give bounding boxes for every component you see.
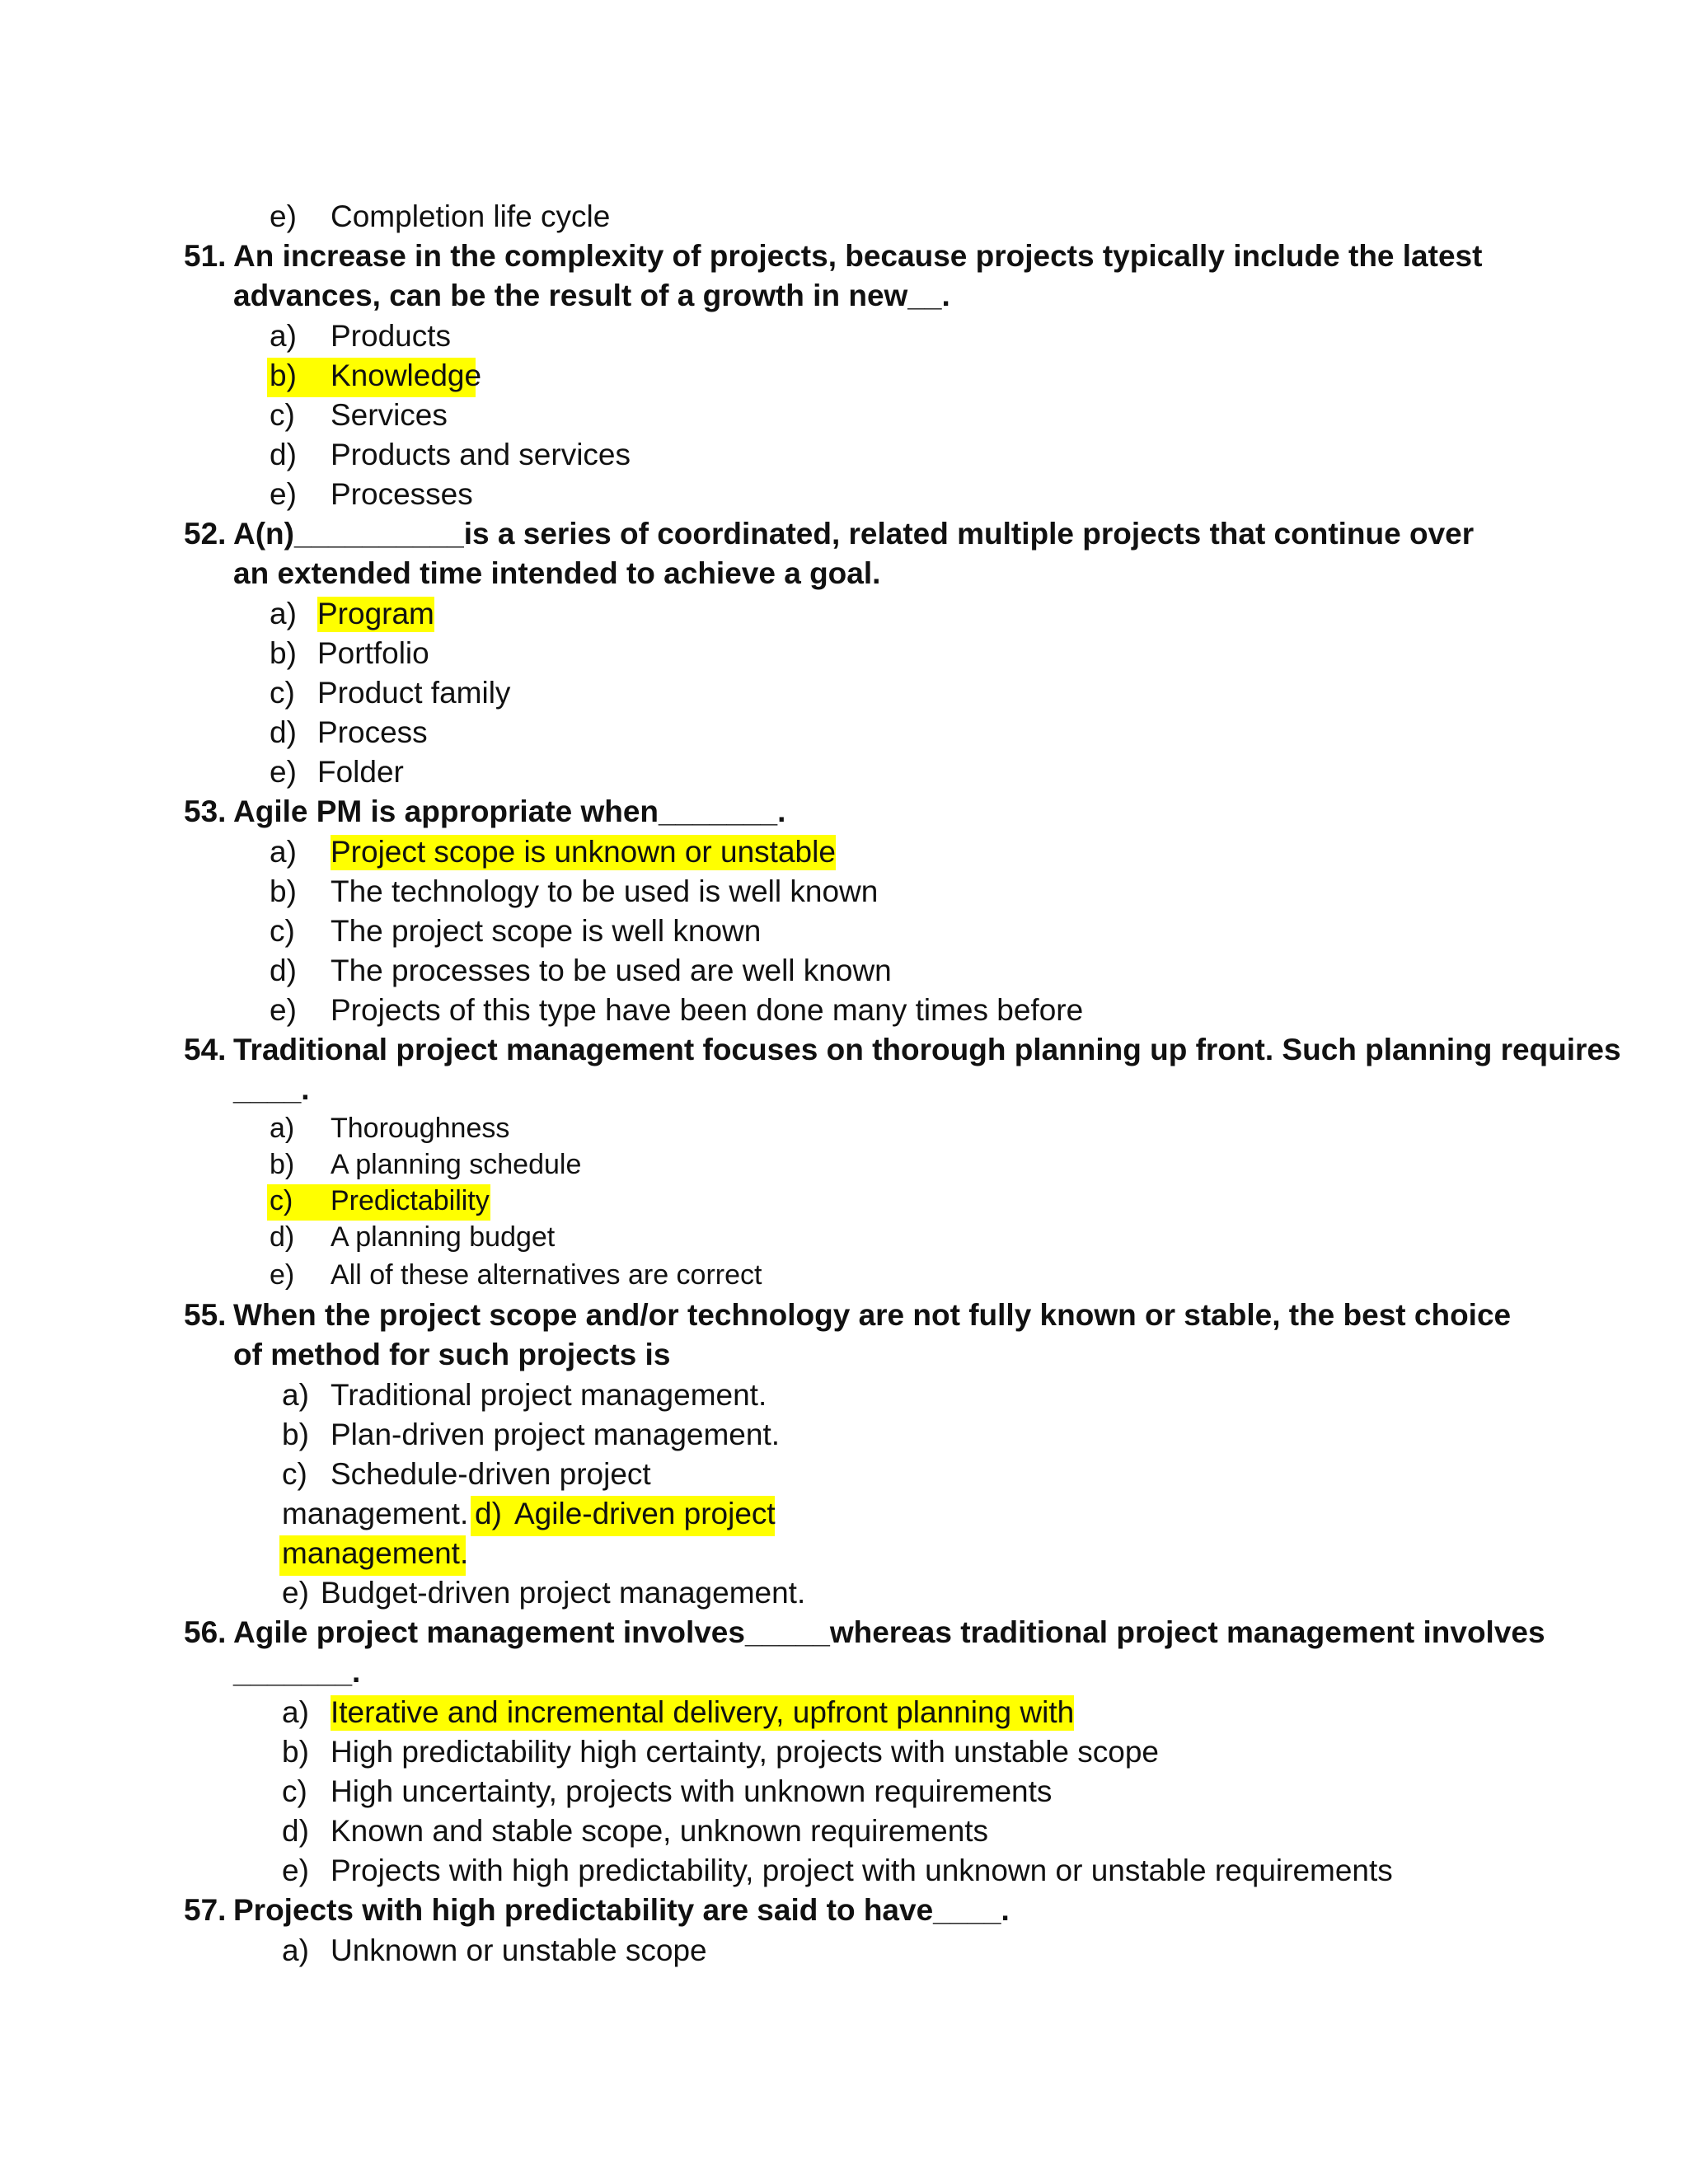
option-text: The processes to be used are well known	[331, 954, 892, 987]
option-text: Completion life cycle	[331, 199, 611, 233]
option-letter: a)	[270, 835, 297, 869]
question-text: advances, can be the result of a growth in new__.	[233, 279, 950, 312]
option-letter: d)	[282, 1814, 309, 1848]
question-text: A(n)__________is a series of coordinated, related multiple projects that continue over	[233, 517, 1475, 551]
option-text: A planning budget	[331, 1221, 556, 1253]
option-letter: a)	[282, 1695, 309, 1729]
option-letter: d)	[270, 954, 297, 987]
question-text: An increase in the complexity of projects, because projects typically include the latest	[233, 239, 1483, 273]
question-text: ____.	[233, 1072, 310, 1106]
option-text: Services	[331, 398, 448, 432]
question-number: 54.	[184, 1033, 227, 1066]
option-text: Agile-driven project	[514, 1497, 776, 1530]
option-letter: a)	[270, 597, 297, 630]
option-letter: d)	[270, 1221, 295, 1253]
option-text: Traditional project management.	[331, 1378, 767, 1412]
option-letter: a)	[270, 319, 297, 353]
question-text: Traditional project management focuses on thorough planning up front. Such planning requires	[233, 1033, 1621, 1066]
question-number: 52.	[184, 517, 227, 551]
option-text: Predictability	[331, 1185, 490, 1216]
option-letter: c)	[282, 1457, 307, 1491]
option-letter: e)	[270, 755, 297, 789]
option-letter: e)	[270, 199, 297, 233]
option-text: Budget-driven project management.	[321, 1576, 806, 1610]
option-text: Thoroughness	[331, 1113, 510, 1144]
option-letter: a)	[282, 1378, 309, 1412]
option-text: Project scope is unknown or unstable	[331, 835, 836, 869]
question-number: 55.	[184, 1298, 227, 1332]
option-text: Knowledge	[331, 359, 482, 392]
option-letter: b)	[282, 1735, 309, 1769]
question-number: 57.	[184, 1893, 227, 1927]
option-text: Products	[331, 319, 452, 353]
question-text: an extended time intended to achieve a goal.	[233, 556, 881, 590]
option-text: Schedule-driven project	[331, 1457, 651, 1491]
option-letter: b)	[270, 874, 297, 908]
option-letter: b)	[270, 359, 297, 392]
option-text: Product family	[317, 676, 511, 710]
option-text: management.	[282, 1536, 469, 1570]
question-text: When the project scope and/or technology are not fully known or stable, the best choice	[233, 1298, 1512, 1332]
option-text: Products and services	[331, 438, 631, 471]
option-text: Portfolio	[317, 636, 429, 670]
option-text: management.	[282, 1497, 469, 1530]
option-letter: e)	[270, 1259, 295, 1291]
option-letter: d)	[270, 715, 297, 749]
option-letter: d)	[475, 1497, 502, 1530]
option-letter: c)	[270, 914, 295, 948]
option-text: All of these alternatives are correct	[331, 1259, 762, 1291]
option-text: High uncertainty, projects with unknown requirements	[331, 1774, 1053, 1808]
option-letter: e)	[270, 993, 297, 1027]
option-text: Projects of this type have been done many times before	[331, 993, 1084, 1027]
option-letter: c)	[270, 1185, 293, 1216]
option-text: Plan-driven project management.	[331, 1418, 781, 1451]
option-text: High predictability high certainty, projects with unstable scope	[331, 1735, 1159, 1769]
option-letter: c)	[270, 398, 295, 432]
option-text: The technology to be used is well known	[331, 874, 879, 908]
option-letter: c)	[282, 1774, 307, 1808]
question-number: 56.	[184, 1615, 227, 1649]
option-text: Folder	[317, 755, 404, 789]
option-text: Projects with high predictability, project with unknown or unstable requirements	[331, 1854, 1393, 1887]
option-letter: d)	[270, 438, 297, 471]
option-text: Known and stable scope, unknown requirements	[331, 1814, 989, 1848]
option-letter: a)	[270, 1113, 295, 1144]
option-letter: e)	[270, 477, 297, 511]
question-text: _______.	[233, 1655, 361, 1689]
question-number: 51.	[184, 239, 227, 273]
option-letter: c)	[270, 676, 295, 710]
option-text: Process	[317, 715, 428, 749]
option-letter: b)	[270, 1149, 295, 1180]
option-text: Processes	[331, 477, 473, 511]
question-text: Projects with high predictability are said to have____.	[233, 1893, 1010, 1927]
option-text: Iterative and incremental delivery, upfront planning with	[331, 1695, 1075, 1729]
option-letter: b)	[282, 1418, 309, 1451]
option-text: A planning schedule	[331, 1149, 582, 1180]
option-text: The project scope is well known	[331, 914, 762, 948]
option-text: Program	[317, 597, 434, 630]
question-text: Agile PM is appropriate when_______.	[233, 794, 786, 828]
option-text: Unknown or unstable scope	[331, 1933, 707, 1967]
option-letter: b)	[270, 636, 297, 670]
question-text: of method for such projects is	[233, 1338, 671, 1371]
question-text: Agile project management involves_____whereas traditional project management involves	[233, 1615, 1545, 1649]
question-number: 53.	[184, 794, 227, 828]
option-letter: e)	[282, 1576, 309, 1610]
option-letter: e)	[282, 1854, 309, 1887]
option-letter: a)	[282, 1933, 309, 1967]
